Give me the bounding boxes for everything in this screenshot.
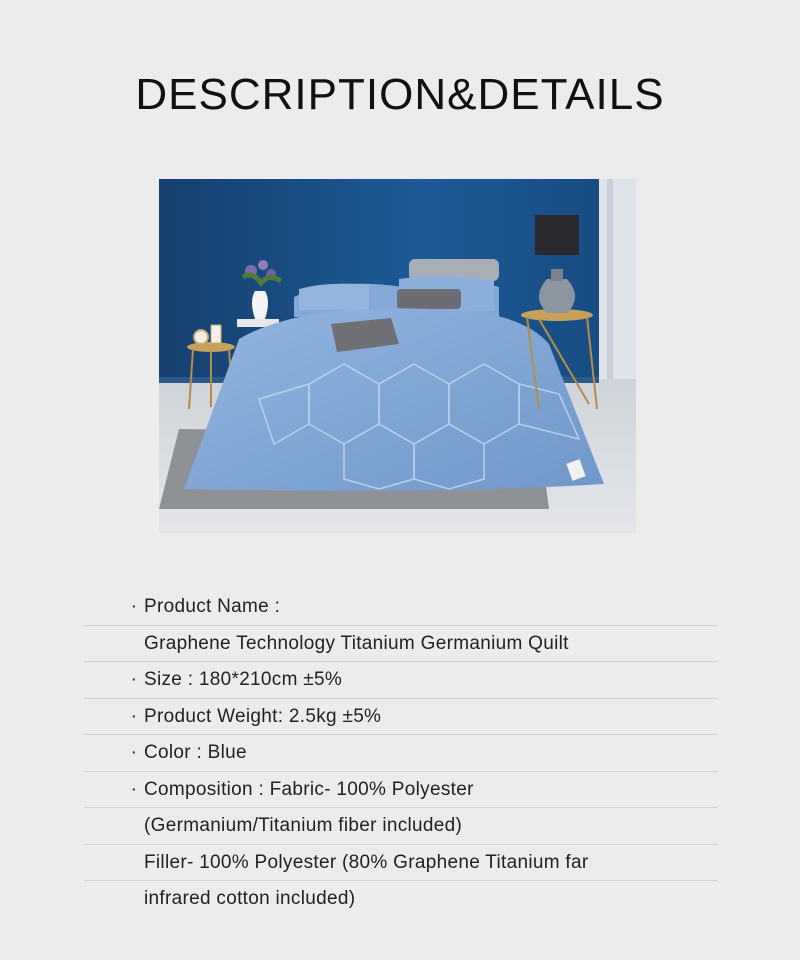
detail-text: (Germanium/Titanium fiber included) <box>144 815 463 836</box>
bullet-dot: · <box>130 742 138 763</box>
detail-row-weight <box>84 699 718 736</box>
bullet-dot: · <box>130 669 138 690</box>
detail-row-color <box>84 735 718 772</box>
detail-row-size <box>84 662 718 699</box>
bullet-dot: · <box>130 596 138 617</box>
detail-text: infrared cotton included) <box>144 888 356 909</box>
detail-row-composition-note <box>84 808 718 845</box>
detail-row-composition <box>84 772 718 809</box>
detail-row-filler-cont <box>84 881 718 918</box>
bullet-dot: · <box>130 778 138 800</box>
detail-row-product-name-value <box>84 626 718 663</box>
detail-text: Graphene Technology Titanium Germanium Quilt <box>144 632 569 654</box>
detail-text: Filler- 100% Polyester (80% Graphene Titanium far <box>144 851 589 873</box>
page-title: DESCRIPTION&DETAILS <box>135 70 665 119</box>
detail-text: Product Weight: 2.5kg ±5% <box>144 705 382 727</box>
detail-row-product-name <box>84 589 718 626</box>
detail-text: Composition : Fabric- 100% Polyester <box>144 778 474 800</box>
detail-row-filler <box>84 845 718 882</box>
product-details-list <box>84 589 718 918</box>
detail-text: Color : Blue <box>144 742 247 763</box>
product-photo <box>159 179 636 533</box>
detail-text: Size : 180*210cm ±5% <box>144 669 343 690</box>
bullet-dot: · <box>130 705 138 727</box>
detail-text: Product Name : <box>144 596 281 617</box>
